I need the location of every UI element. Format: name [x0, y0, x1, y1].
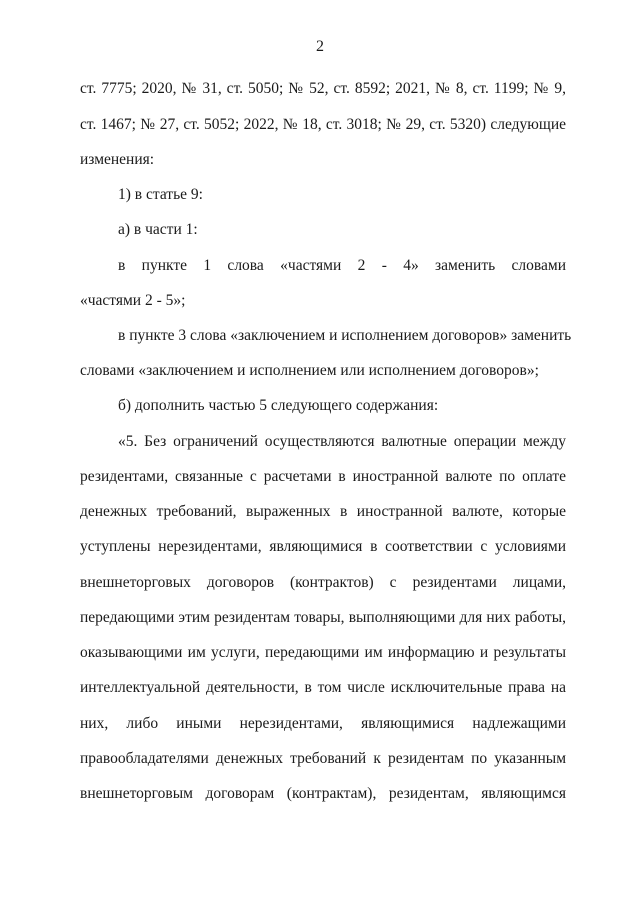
text-line: в пункте 3 слова «заключением и исполнением договоров» заменить	[118, 327, 572, 344]
text-line: «частями 2 - 5»;	[80, 292, 186, 309]
text-line: оказывающими им услуги, передающими им информацию и результаты	[80, 644, 566, 661]
text-line: словами «заключением и исполнением или исполнением договоров»;	[80, 362, 539, 379]
text-line: б) дополнить частью 5 следующего содержания:	[118, 397, 439, 414]
text-line: уступлены нерезидентами, являющимися в соответствии с условиями	[80, 538, 566, 555]
text-line: ст. 7775; 2020, № 31, ст. 5050; № 52, ст. 8592; 2021, № 8, ст. 1199; № 9,	[80, 80, 566, 97]
page-number: 2	[316, 38, 324, 55]
text-line: них, либо иными нерезидентами, являющимися надлежащими	[80, 715, 566, 732]
text-line: передающими этим резидентам товары, выполняющими для них работы,	[80, 609, 566, 626]
text-line: правообладателями денежных требований к резидентам по указанным	[80, 750, 566, 767]
text-line: 1) в статье 9:	[118, 186, 203, 203]
text-line: изменения:	[80, 151, 155, 168]
text-line: внешнеторговым договорам (контрактам), резидентам, являющимся	[80, 785, 566, 802]
text-line: в пункте 1 слова «частями 2 - 4» заменить словами	[118, 257, 566, 274]
text-line: интеллектуальной деятельности, в том числе исключительные права на	[80, 679, 566, 696]
text-line: «5. Без ограничений осуществляются валютные операции между	[118, 433, 566, 450]
text-line: а) в части 1:	[118, 221, 198, 238]
text-line: резидентами, связанные с расчетами в иностранной валюте по оплате	[80, 468, 566, 485]
text-line: ст. 1467; № 27, ст. 5052; 2022, № 18, ст. 3018; № 29, ст. 5320) следующие	[80, 116, 566, 133]
text-line: внешнеторговых договоров (контрактов) с резидентами лицами,	[80, 574, 566, 591]
text-line: денежных требований, выраженных в иностранной валюте, которые	[80, 503, 566, 520]
